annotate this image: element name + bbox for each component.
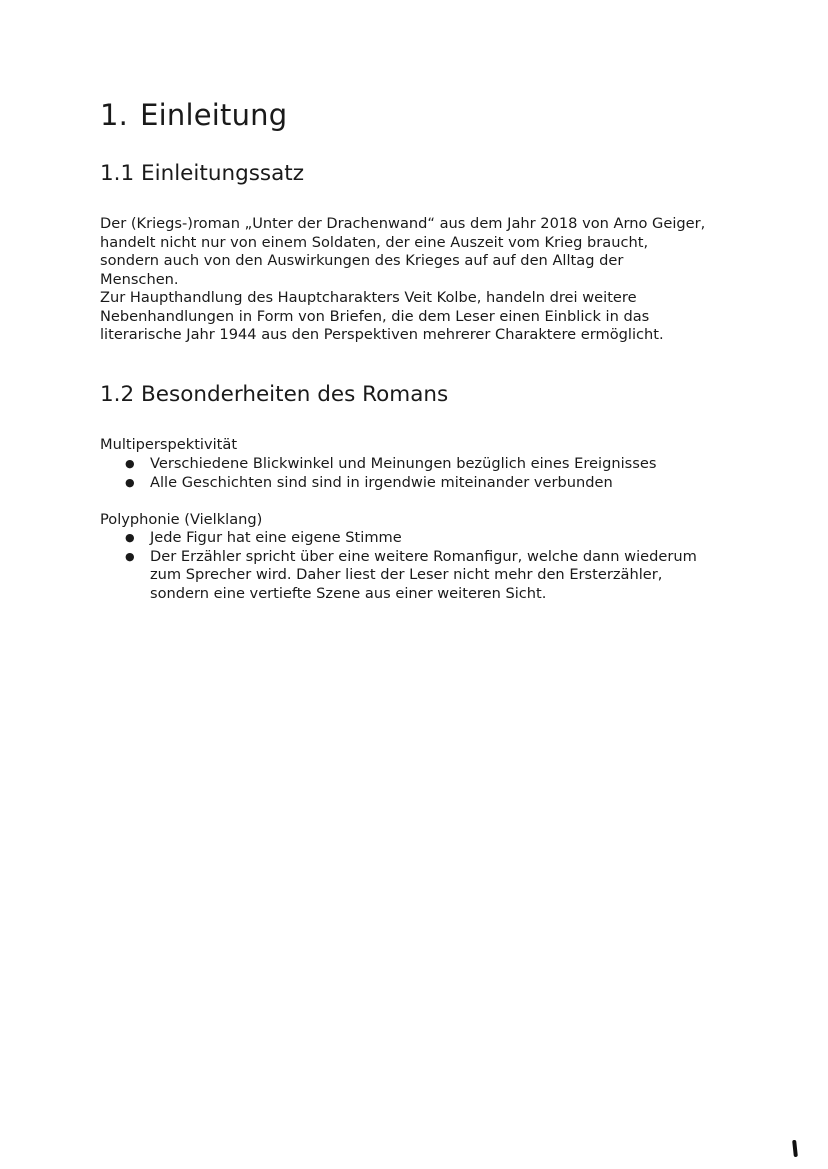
paragraph-line: Der (Kriegs-)roman „Unter der Drachenwand“ aus dem Jahr 2018 von Arno Geiger,: [100, 215, 706, 232]
bullet-list-polyphonie: [120, 529, 697, 603]
pen-stroke-mark: [792, 1140, 798, 1157]
heading-text: Einleitung: [140, 98, 288, 132]
list-item: [120, 548, 697, 604]
list-item-text: sondern eine vertiefte Szene aus einer weiteren Sicht.: [150, 584, 547, 602]
group-label-polyphonie: Polyphonie (Vielklang): [100, 511, 263, 528]
paragraph-line: Nebenhandlungen in Form von Briefen, die dem Leser einen Einblick in das: [100, 307, 650, 325]
list-item: [120, 474, 656, 493]
list-item-text: zum Sprecher wird. Daher liest der Leser nicht mehr den Ersterzähler,: [150, 566, 663, 583]
bullet-icon: ●: [125, 531, 135, 544]
bullet-icon: ●: [125, 549, 135, 563]
paragraph-line: handelt nicht nur von einem Soldaten, der eine Auszeit vom Krieg braucht,: [100, 233, 649, 251]
list-item: [120, 455, 656, 474]
bullet-icon: ●: [125, 457, 135, 470]
group-label-multiperspektivitaet: Multiperspektivität: [100, 436, 238, 453]
list-item: [120, 529, 697, 548]
list-item-text: Der Erzähler spricht über eine weitere Romanfigur, welche dann wiederum: [150, 547, 697, 565]
paragraph-line: sondern auch von den Auswirkungen des Krieges auf auf den Alltag der: [100, 252, 624, 269]
paragraph-line: Menschen.: [100, 270, 179, 288]
intro-paragraph: [100, 215, 760, 345]
heading-number: 1.: [100, 98, 129, 132]
paragraph-line: Zur Haupthandlung des Hauptcharakters Veit Kolbe, handeln drei weitere: [100, 289, 637, 306]
list-item-text: Alle Geschichten sind sind in irgendwie miteinander verbunden: [150, 473, 613, 491]
heading-einleitung: [100, 98, 287, 132]
bullet-list-multiperspektivitaet: [120, 455, 656, 492]
bullet-icon: ●: [125, 475, 135, 489]
section-title-besonderheiten: 1.2 Besonderheiten des Romans: [100, 382, 449, 407]
list-item-text: Verschiedene Blickwinkel und Meinungen bezüglich eines Ereignisses: [150, 455, 657, 472]
section-title-einleitungssatz: 1.1 Einleitungssatz: [100, 161, 305, 186]
paragraph-line: literarische Jahr 1944 aus den Perspektiven mehrerer Charaktere ermöglicht.: [100, 326, 664, 343]
list-item-text: Jede Figur hat eine eigene Stimme: [150, 529, 402, 546]
